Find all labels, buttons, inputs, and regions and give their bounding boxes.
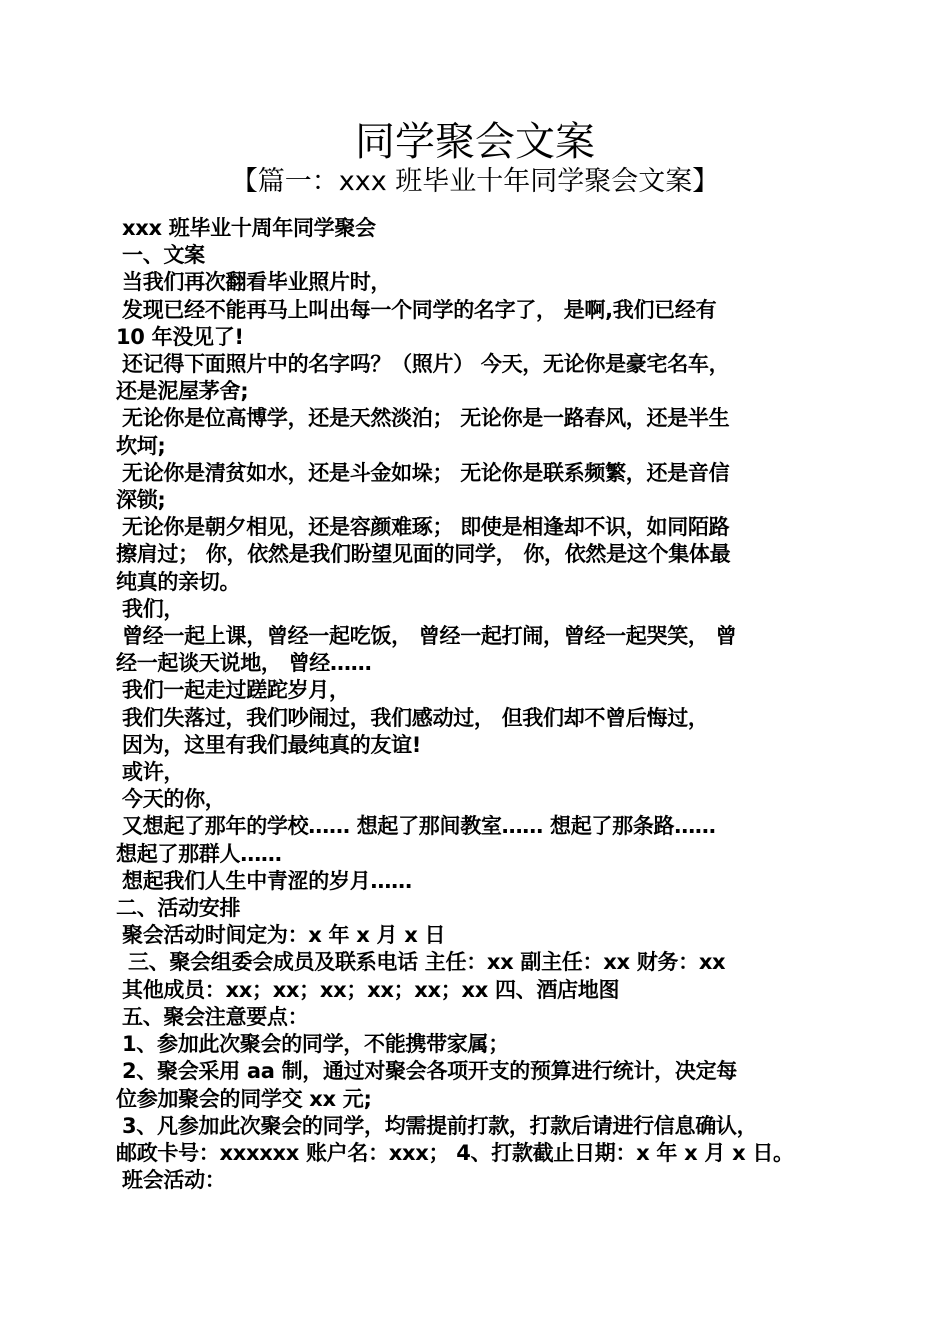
text-line: xxx 班毕业十周年同学聚会 (122, 216, 376, 240)
text-line: 深锁; (116, 488, 166, 513)
text-line: 聚会活动时间定为：x 年 x 月 x 日 (122, 923, 446, 948)
text-line: 坎坷; (116, 433, 166, 458)
text-line: 擦肩过； 你，依然是我们盼望见面的同学， 你，依然是这个集体最 (116, 542, 731, 567)
text-line: 因为，这里有我们最纯真的友谊! (122, 732, 422, 757)
document-title: 同学聚会文案 (355, 119, 595, 165)
text-line: 今天的你， (122, 787, 226, 812)
text-line: 3、凡参加此次聚会的同学，均需提前打款，打款后请进行信息确认， (122, 1113, 758, 1138)
text-line: 或许， (122, 760, 185, 785)
text-line: 我们一起走过蹉跎岁月， (122, 678, 350, 703)
text-line: 我们失落过，我们吵闹过，我们感动过， 但我们却不曾后悔过， (122, 705, 709, 730)
text-line: 其他成员：xx；xx；xx；xx；xx；xx 四、酒店地图 (122, 977, 620, 1002)
text-line: 五、聚会注意要点： (122, 1004, 309, 1029)
document-body (116, 215, 838, 1194)
text-line: 三、聚会组委会成员及联系电话 主任：xx 副主任：xx 财务：xx (128, 950, 726, 975)
text-line: 一、文案 (122, 243, 205, 268)
text-line: 还是泥屋茅舍; (116, 379, 249, 404)
text-line: 1、参加此次聚会的同学，不能携带家属； (122, 1032, 509, 1057)
text-line: 10 年没见了! (116, 324, 244, 349)
text-line: 2、聚会采用 aa 制，通过对聚会各项开支的预算进行统计，决定每 (122, 1059, 737, 1084)
text-line: 纯真的亲切。 (116, 569, 241, 594)
text-line: 无论你是清贫如水，还是斗金如垛； 无论你是联系频繁，还是音信 (122, 460, 730, 485)
text-line: 想起我们人生中青涩的岁月…… (122, 868, 412, 893)
text-line: 想起了那群人…… (116, 841, 282, 866)
text-line: 经一起谈天说地， 曾经…… (116, 651, 372, 676)
text-line: 还记得下面照片中的名字吗？（照片） 今天，无论你是豪宅名车， (122, 352, 730, 377)
text-line: 班会活动： (122, 1168, 226, 1193)
text-line: 当我们再次翻看毕业照片时， (122, 270, 392, 295)
document-subtitle: 【篇一：xxx 班毕业十年同学聚会文案】 (230, 166, 720, 197)
text-line: 又想起了那年的学校…… 想起了那间教室…… 想起了那条路…… (122, 814, 716, 839)
text-line: 无论你是朝夕相见，还是容颜难琢； 即使是相逢却不识，如同陌路 (122, 515, 730, 540)
text-line: 发现已经不能再马上叫出每一个同学的名字了， 是啊,我们已经有 (122, 297, 717, 322)
text-line: 位参加聚会的同学交 xx 元; (116, 1086, 372, 1111)
text-line: 我们， (122, 596, 185, 621)
section-heading: 二、活动安排 (116, 896, 241, 921)
text-line: 曾经一起上课，曾经一起吃饭， 曾经一起打闹，曾经一起哭笑， 曾 (122, 624, 737, 649)
text-line: 无论你是位高博学，还是天然淡泊； 无论你是一路春风，还是半生 (122, 406, 730, 431)
text-line: 邮政卡号：xxxxxx 账户名：xxx； 4、打款截止日期：x 年 x 月 x 日。 (116, 1140, 794, 1165)
